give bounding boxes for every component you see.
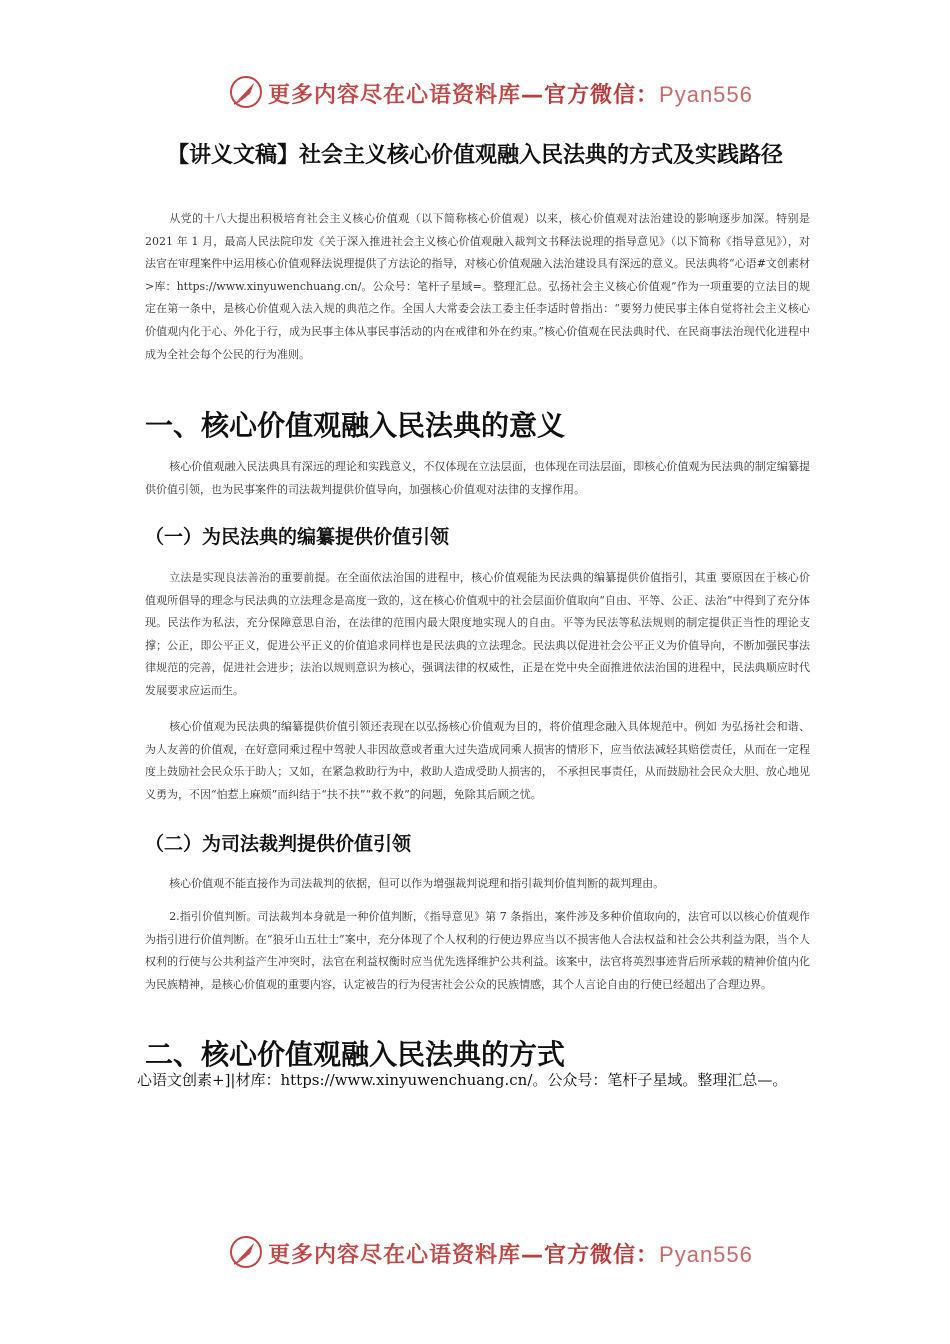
footer-note: 心语文创素+]|材库：https://www.xinyuwenchuang.cn/。公众号：笔杆子星域。整理汇总—。 <box>137 1071 788 1089</box>
subsection-2-paragraph-1: 核心价值观不能直接作为司法裁判的依据，但可以作为增强裁判说理和指引裁判价值判断的裁判理由。 <box>169 877 665 890</box>
top-banner <box>0 72 950 112</box>
banner-wechat-id: Pyan556 <box>659 82 753 107</box>
quill-logo-icon <box>228 1234 264 1270</box>
subsection-2-heading: （二）为司法裁判提供价值引领 <box>145 833 412 855</box>
document-title: 【讲义文稿】社会主义核心价值观融入民法典的方式及实践路径 <box>166 143 783 168</box>
subsection-1-paragraph-2: 核心价值观为民法典的编纂提供价值引领还表现在以弘扬核心价值观为目的，将价值理念融入具体规范中。例如 为弘扬社会和谐、为人友善的价值观，在好意同乘过程中驾驶人非因故意或者重大过失造成同乘人损害的情形下，应当依法减轻其赔偿责任，从而在一定程度上鼓励社会民众乐于助人；又如，在紧急救助行为中，救助人造成受助人损害的， 不承担民事责任，从而鼓励社会民众大胆、放心地见义勇为，不因“怕惹上麻烦”而纠结于“扶不扶”“救不救”的问题，免除其后顾之忧。 <box>145 720 810 801</box>
section-2-heading: 二、核心价值观融入民法典的方式 <box>145 1038 566 1071</box>
bottom-banner <box>0 1232 950 1272</box>
banner-lead: 更多内容尽在心语资料库 <box>268 1243 522 1268</box>
banner-text <box>268 78 753 109</box>
subsection-2-paragraph-2: 2.指引价值判断。司法裁判本身就是一种价值判断，《指导意见》第 7 条指出，案件涉及多种价值取向的，法官可以以核心价值观作为指引进行价值判断。在“狼牙山五壮士”案中，充分体现了个人权利的行使边界应当以不损害他人合法权益和社会公共利益为限，当个人权利的行使与公共利益产生冲突时，法官在利益权衡时应当优先选择维护公共利益。该案中，法官将英烈事迹背后所承载的精神价值内化为民族精神，是核心价值观的重要内容，认定被告的行为侵害社会公众的民族情感，其个人言论自由的行使已经超出了合理边界。 <box>145 910 810 991</box>
banner-wechat-id: Pyan556 <box>659 1242 753 1267</box>
banner-lead: 更多内容尽在心语资料库 <box>268 83 522 108</box>
intro-paragraph: 从党的十八大提出积极培育社会主义核心价值观（以下简称核心价值观）以来，核心价值观对法治建设的影响逐步加深。特别是 2021 年 1 月，最高人民法院印发《关于深入推进社会主义核心价值观融入裁判文书释法说理的指导意见》（以下简称《指导意见》），对法官在审理案件中运用核心价值观释法说理提供了方法论的指导，对核心价值观融入法治建设具有深远的意义。民法典将“心语#文创素材>库：https://www.xinyuwenchuang.cn/。公众号：笔杆子星域=。整理汇总。弘扬社会主义核心价值观”作为一项重要的立法目的规定在第一条中，是核心价值观入法入规的典范之作。全国人大常委会法工委主任李适时曾指出：“要努力使民事主体自觉将社会主义核心价值观内化于心、外化于行，成为民事主体从事民事活动的内在戒律和外在约束。”核心价值观在民法典时代、在民商事法治现代化进程中成为全社会每个公民的行为准则。 <box>145 212 810 361</box>
banner-text <box>268 1238 753 1269</box>
section-1-heading: 一、核心价值观融入民法典的意义 <box>145 409 566 442</box>
section-1-paragraph: 核心价值观融入民法典具有深远的理论和实践意义，不仅体现在立法层面，也体现在司法层面，即核心价值观为民法典的制定编纂提供价值引领，也为民事案件的司法裁判提供价值导向，加强核心价值观对法律的支撑作用。 <box>145 460 810 496</box>
banner-dash: —官方微信： <box>521 83 660 108</box>
subsection-1-paragraph-1: 立法是实现良法善治的重要前提。在全面依法治国的进程中，核心价值观能为民法典的编纂提供价值指引，其重 要原因在于核心价值观所倡导的理念与民法典的立法理念是高度一致的，这在核心价值观中的社会层面价值取向“自由、平等、公正、法治”中得到了充分体现。民法作为私法，充分保障意思自治，在法律的范围内最大限度地实现人的自由。平等为民法等私法规则的制定提供正当性的理论支撑；公正，即公平正义，促进公平正义的价值追求同样也是民法典的立法理念。民法典以促进社会公平正义为价值导向，不断加强民事法律规范的完善，促进社会进步；法治以规则意识为核心，强调法律的权威性，正是在党中央全面推进依法治国的进程中，民法典顺应时代发展要求应运而生。 <box>145 571 810 697</box>
quill-logo-icon <box>228 74 264 110</box>
subsection-1-heading: （一）为民法典的编纂提供价值引领 <box>145 526 450 548</box>
banner-dash: —官方微信： <box>521 1243 660 1268</box>
